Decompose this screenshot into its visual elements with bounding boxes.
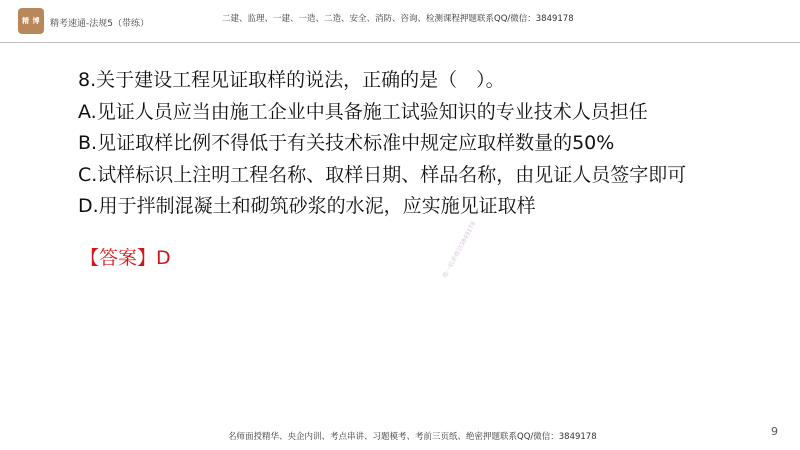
watermark-text: 唯一联系微信3849178 — [441, 220, 478, 280]
option-d: D.用于拌制混凝土和砌筑砂浆的水泥，应实施见证取样 — [78, 195, 536, 217]
footer-contact-line: 名师面授精华、央企内训、考点串讲、习题模考、考前三页纸、绝密押题联系QQ/微信：3849178 — [228, 432, 597, 442]
brand-logo — [18, 8, 44, 34]
page-number: 9 — [771, 425, 778, 438]
question-stem: 8.关于建设工程见证取样的说法，正确的是（ ）。 — [78, 69, 505, 91]
option-b: B.见证取样比例不得低于有关技术标准中规定应取样数量的50% — [78, 132, 615, 154]
header-divider — [0, 42, 800, 43]
option-c: C.试样标识上注明工程名称、取样日期、样品名称，由见证人员签字即可 — [78, 163, 687, 186]
header-contact-line: 二建、监理、一建、一造、二造、安全、消防、咨询、检测课程押题联系QQ/微信：3849178 — [222, 14, 574, 24]
option-a: A.见证人员应当由施工企业中具备施工试验知识的专业技术人员担任 — [78, 100, 648, 123]
course-title: 精考速通-法规5（带练） — [50, 19, 149, 29]
brand-logo-text: 精 博 — [22, 17, 40, 25]
answer-label: 【答案】D — [80, 247, 171, 269]
question-block — [78, 65, 686, 223]
